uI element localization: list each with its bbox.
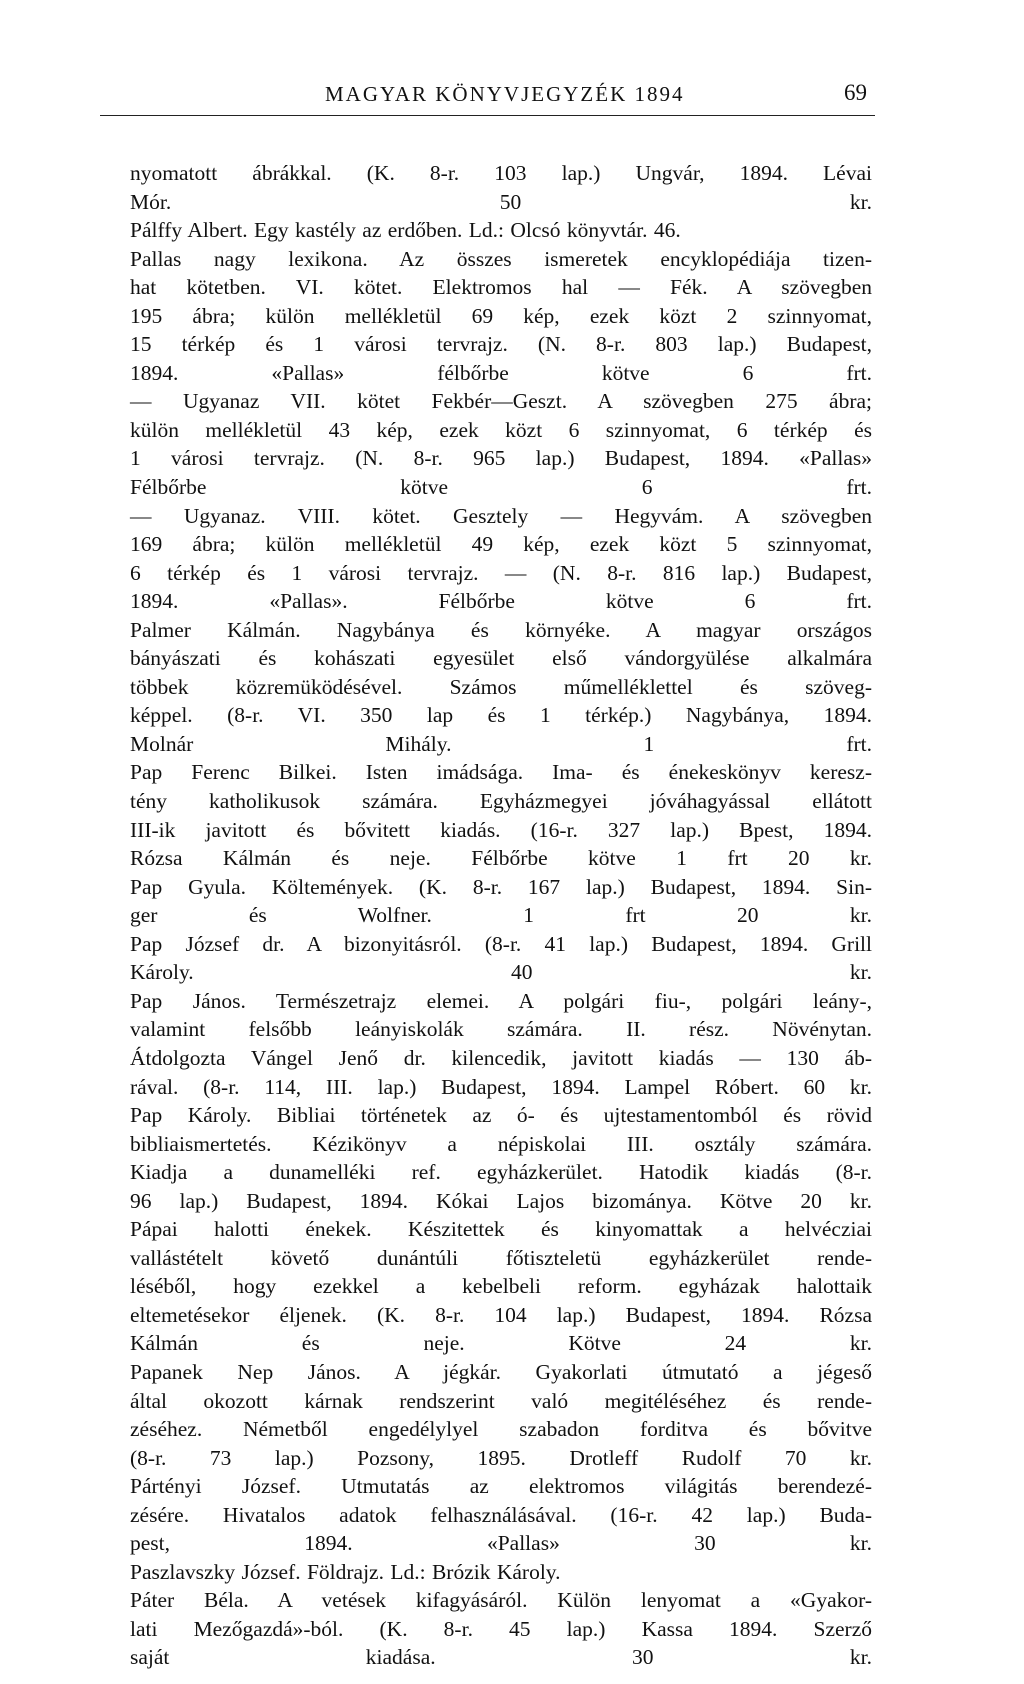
text-line: Pap Gyula. Költemények. (K. 8-r. 167 lap.) Budapest, 1894. Sin- [130, 874, 872, 899]
text-line: Rózsa Kálmán és neje. Félbőrbe kötve 1 frt 20 kr. [130, 846, 872, 871]
text-line: Átdolgozta Vángel Jenő dr. kilencedik, javitott kiadás — 130 áb- [130, 1045, 872, 1070]
text-line: többek közremüködésével. Számos műmelléklettel és szöveg- [130, 674, 872, 699]
text-line: Molnár Mihály. 1 frt. [130, 731, 872, 756]
text-line: Félbőrbe kötve 6 frt. [130, 475, 872, 500]
text-line: vallástételt követő dunántúli főtiszteletü egyházkerület rende- [130, 1245, 872, 1270]
text-line: Kálmán és neje. Kötve 24 kr. [130, 1331, 872, 1356]
page-header [100, 78, 875, 116]
text-line: által okozott kárnak rendszerint való megitéléséhez és rende- [130, 1388, 872, 1413]
text-line: bányászati és kohászati egyesület első vándorgyülése alkalmára [130, 646, 872, 671]
text-line: Pap Károly. Bibliai történetek az ó- és ujtestamentomból és rövid [130, 1103, 872, 1128]
text-line: külön mellékletül 43 kép, ezek közt 6 szinnyomat, 6 térkép és [130, 417, 872, 442]
text-line: zéséhez. Németből engedélylyel szabadon forditva és bővitve [130, 1417, 872, 1442]
text-line: Pap Ferenc Bilkei. Isten imádsága. Ima- és énekeskönyv keresz- [130, 760, 872, 785]
text-line: Páter Béla. A vetések kifagyásáról. Külön lenyomat a «Gyakor- [130, 1588, 872, 1613]
text-line: Palmer Kálmán. Nagybánya és környéke. A magyar országos [130, 617, 872, 642]
text-line: Pálffy Albert. Egy kastély az erdőben. Ld.: Olcsó könyvtár. 46. [130, 218, 681, 243]
text-line: pest, 1894. «Pallas» 30 kr. [130, 1531, 872, 1556]
text-line: 169 ábra; külön mellékletül 49 kép, ezek közt 5 szinnyomat, [130, 532, 872, 557]
text-line: zésére. Hivatalos adatok felhasználásával. (16-r. 42 lap.) Buda- [130, 1502, 872, 1527]
text-line: rával. (8-r. 114, III. lap.) Budapest, 1894. Lampel Róbert. 60 kr. [130, 1074, 872, 1099]
text-line: Károly. 40 kr. [130, 960, 872, 985]
text-line: ger és Wolfner. 1 frt 20 kr. [130, 903, 872, 928]
text-line: 1 városi tervrajz. (N. 8-r. 965 lap.) Budapest, 1894. «Pallas» [130, 446, 872, 471]
text-line: Pap János. Természetrajz elemei. A polgári fiu-, polgári leány-, [130, 988, 872, 1013]
text-line: 1894. «Pallas» félbőrbe kötve 6 frt. [130, 360, 872, 385]
text-line: III-ik javitott és bővitett kiadás. (16-r. 327 lap.) Bpest, 1894. [130, 817, 872, 842]
page-number: 69 [844, 80, 867, 105]
text-line: nyomatott ábrákkal. (K. 8-r. 103 lap.) Ungvár, 1894. Lévai [130, 161, 872, 185]
text-line: léséből, hogy ezekkel a kebelbeli reform. egyházak halottaik [130, 1274, 872, 1299]
text-line: Paszlavszky József. Földrajz. Ld.: Brózik Károly. [130, 1559, 561, 1584]
text-line: Kiadja a dunamelléki ref. egyházkerület. Hatodik kiadás (8-r. [130, 1160, 872, 1185]
text-line: 96 lap.) Budapest, 1894. Kókai Lajos bizománya. Kötve 20 kr. [130, 1188, 872, 1213]
text-line: 6 térkép és 1 városi tervrajz. — (N. 8-r. 816 lap.) Budapest, [130, 560, 872, 585]
text-line: 195 ábra; külön mellékletül 69 kép, ezek közt 2 szinnyomat, [130, 303, 872, 328]
text-line: lati Mezőgazdá»-ból. (K. 8-r. 45 lap.) Kassa 1894. Szerző [130, 1616, 872, 1641]
text-line: Papanek Nep János. A jégkár. Gyakorlati útmutató a jégeső [130, 1359, 872, 1384]
text-line: Pap József dr. A bizonyitásról. (8-r. 41 lap.) Budapest, 1894. Grill [130, 931, 872, 956]
text-line: Pártényi József. Utmutatás az elektromos világitás berendezé- [130, 1474, 872, 1499]
header-rule [100, 115, 875, 116]
text-line: bibliaismertetés. Kézikönyv a népiskolai III. osztály számára. [130, 1131, 872, 1156]
text-line: képpel. (8-r. VI. 350 lap és 1 térkép.) Nagybánya, 1894. [130, 703, 872, 728]
text-line: Mór. 50 kr. [130, 189, 872, 214]
text-line: Pápai halotti énekek. Készitettek és kinyomattak a helvécziai [130, 1217, 872, 1242]
text-line: 15 térkép és 1 városi tervrajz. (N. 8-r. 803 lap.) Budapest, [130, 332, 872, 357]
text-line: (8-r. 73 lap.) Pozsony, 1895. Drotleff Rudolf 70 kr. [130, 1445, 872, 1470]
text-line: — Ugyanaz VII. kötet Fekbér—Geszt. A szövegben 275 ábra; [130, 389, 872, 414]
text-line: hat kötetben. VI. kötet. Elektromos hal — Fék. A szövegben [130, 275, 872, 300]
text-line: eltemetésekor éljenek. (K. 8-r. 104 lap.) Budapest, 1894. Rózsa [130, 1302, 872, 1327]
text-line: tény katholikusok számára. Egyházmegyei jóváhagyással ellátott [130, 789, 872, 814]
running-title: MAGYAR KÖNYVJEGYZÉK 1894 [325, 82, 685, 106]
text-line: saját kiadása. 30 kr. [130, 1645, 872, 1670]
catalog-entries [130, 159, 872, 1672]
text-line: Pallas nagy lexikona. Az összes ismeretek encyklopédiája tizen- [130, 246, 872, 271]
text-line: valamint felsőbb leányiskolák számára. II. rész. Növénytan. [130, 1017, 872, 1042]
text-line: — Ugyanaz. VIII. kötet. Gesztely — Hegyvám. A szövegben [130, 503, 872, 528]
text-line: 1894. «Pallas». Félbőrbe kötve 6 frt. [130, 589, 872, 614]
